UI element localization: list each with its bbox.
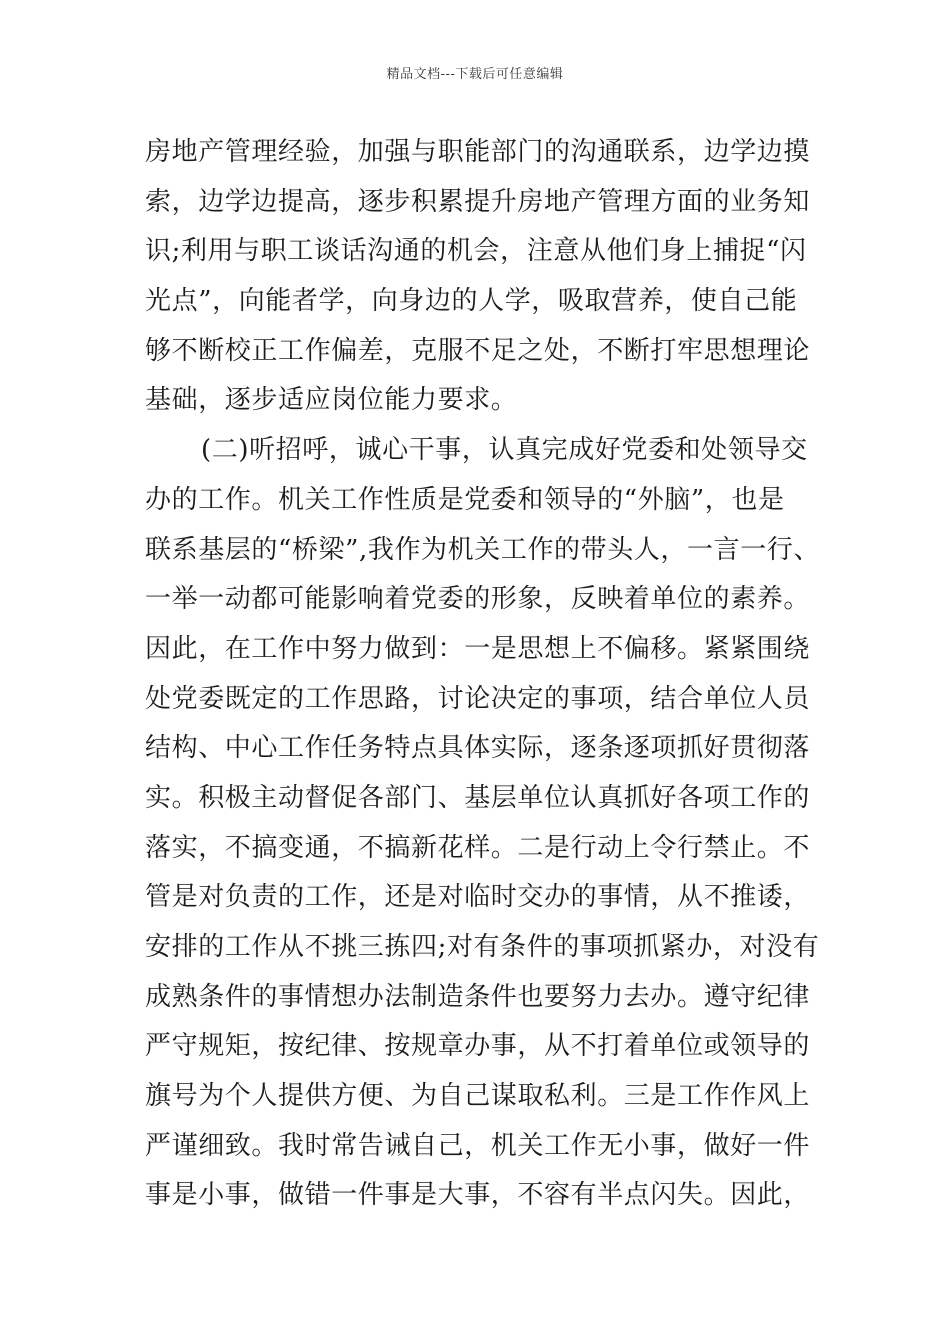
text-line: 够不断校正工作偏差，克服不足之处，不断打牢思想理论: [145, 335, 811, 366]
page-header: 精品文档---下载后可任意编辑: [386, 67, 564, 82]
text-line: 落实，不搞变通，不搞新花样。二是行动上令行禁止。不: [145, 832, 811, 863]
text-line: 实。积极主动督促各部门、基层单位认真抓好各项工作的: [145, 782, 811, 813]
text-line: 办的工作。机关工作性质是党委和领导的“外脑”，也是: [145, 484, 785, 515]
text-line: 成熟条件的事情想办法制造条件也要努力去办。遵守纪律: [145, 981, 811, 1012]
text-line: 光点”，向能者学，向身边的人学，吸取营养，使自己能: [145, 286, 798, 317]
text-line: 严守规矩，按纪律、按规章办事，从不打着单位或领导的: [145, 1031, 811, 1062]
text-line: 事是小事，做错一件事是大事，不容有半点闪失。因此，: [145, 1180, 811, 1211]
text-line: 处党委既定的工作思路，讨论决定的事项，结合单位人员: [145, 683, 811, 714]
text-line: 索，边学边提高，逐步积累提升房地产管理方面的业务知: [145, 186, 811, 217]
text-line: 一举一动都可能影响着党委的形象，反映着单位的素养。: [145, 584, 811, 615]
text-line: 结构、中心工作任务特点具体实际，逐条逐项抓好贯彻落: [145, 733, 811, 764]
text-line: 旗号为个人提供方便、为自己谋取私利。三是工作作风上: [145, 1081, 811, 1112]
text-line: 管是对负责的工作，还是对临时交办的事情，从不推诿，: [145, 882, 811, 913]
text-line: 严谨细致。我时常告诫自己，机关工作无小事，做好一件: [145, 1130, 811, 1161]
section-heading-line: (二)听招呼，诚心干事，认真完成好党委和处领导交: [201, 435, 808, 466]
text-line: 安排的工作从不挑三拣四;对有条件的事项抓紧办，对没有: [145, 932, 820, 962]
text-line: 识;利用与职工谈话沟通的机会，注意从他们身上捕捉“闪: [145, 236, 807, 267]
text-line: 基础，逐步适应岗位能力要求。: [145, 385, 518, 416]
text-line: 房地产管理经验，加强与职能部门的沟通联系，边学边摸: [145, 137, 811, 167]
text-line: 因此，在工作中努力做到：一是思想上不偏移。紧紧围绕: [145, 633, 811, 664]
document-body: [145, 128, 821, 1221]
text-line: 联系基层的“桥梁”,我作为机关工作的带头人，一言一行、: [145, 534, 821, 565]
